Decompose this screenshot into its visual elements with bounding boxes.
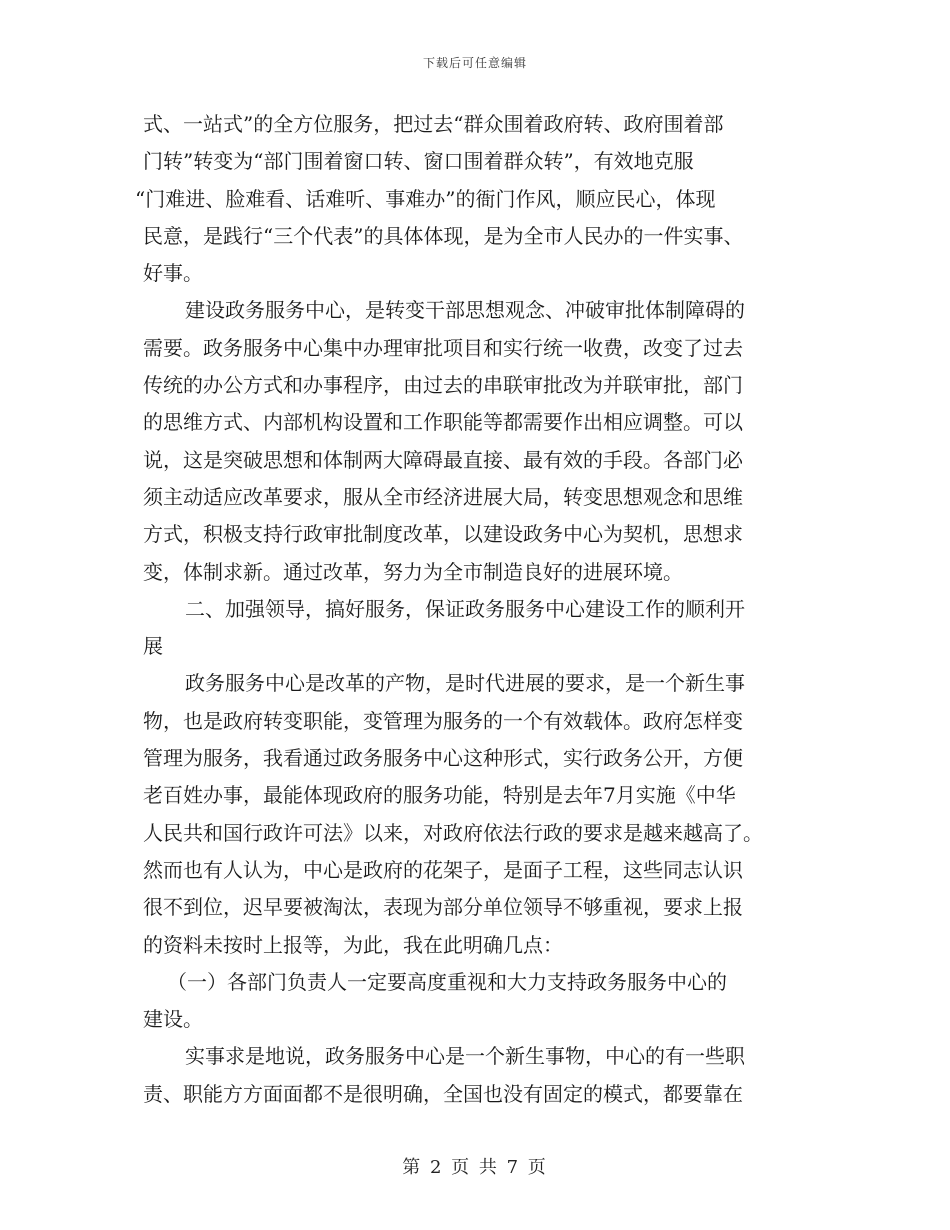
text-line: 政务服务中心是改革的产物，是时代进展的要求，是一个新生事 — [185, 671, 745, 696]
document-body — [135, 106, 801, 1113]
text-line: 的资料未按时上报等，为此，我在此明确几点： — [143, 932, 563, 957]
text-line: 方式，积极支持行政审批制度改革，以建设政务中心为契机，思想求 — [143, 522, 743, 547]
text-line: 须主动适应改革要求，服从全市经济进展大局，转变思想观念和思维 — [143, 484, 743, 509]
text-line: 民意，是践行“三个代表”的具体体现，是为全市人民办的一件实事、 — [143, 223, 744, 248]
subsection-heading: （一）各部门负责人一定要高度重视和大力支持政务服务中心的 — [167, 969, 727, 994]
subsection-heading: 建设。 — [143, 1007, 203, 1032]
text-line: 然而也有人认为，中心是政府的花架子，是面子工程，这些同志认识 — [143, 857, 743, 882]
text-line: 实事求是地说，政务服务中心是一个新生事物，中心的有一些职 — [185, 1044, 745, 1069]
text-line: 需要。政务服务中心集中办理审批项目和实行统一收费，改变了过去 — [143, 335, 743, 360]
text-line: 说，这是突破思想和体制两大障碍最直接、最有效的手段。各部门必 — [143, 447, 743, 472]
section-heading: 展 — [143, 634, 163, 659]
text-line: 传统的办公方式和办事程序，由过去的串联审批改为并联审批，部门 — [143, 373, 743, 398]
text-line: 很不到位，迟早要被淘汰，表现为部分单位领导不够重视，要求上报 — [143, 895, 743, 920]
text-line: 门转”转变为“部门围着窗口转、窗口围着群众转”，有效地克服 — [143, 149, 694, 174]
text-line: 管理为服务，我看通过政务服务中心这种形式，实行政务公开，方便 — [143, 746, 743, 771]
page-number-footer: 第 2 页 共 7 页 — [402, 1157, 548, 1178]
text-line: 建设政务服务中心，是转变干部思想观念、冲破审批体制障碍的 — [185, 298, 745, 323]
text-line: 责、职能方方面面都不是很明确，全国也没有固定的模式，都要靠在 — [143, 1081, 743, 1106]
text-line: 变，体制求新。通过改革，努力为全市制造良好的进展环境。 — [143, 559, 683, 584]
page-header: 下载后可任意编辑 — [422, 56, 527, 70]
text-line: 人民共和国行政许可法》以来，对政府依法行政的要求是越来越高了。 — [143, 820, 763, 845]
text-line: 物，也是政府转变职能，变管理为服务的一个有效载体。政府怎样变 — [143, 708, 743, 733]
text-line: 式、一站式”的全方位服务，把过去“群众围着政府转、政府围着部 — [143, 112, 724, 136]
text-line: “门难进、脸难看、话难听、事难办”的衙门作风，顺应民心，体现 — [135, 186, 716, 211]
text-line: 老百姓办事，最能体现政府的服务功能，特别是去年7月实施《中华 — [143, 783, 736, 808]
text-line: 好事。 — [143, 261, 203, 286]
text-line: 的思维方式、内部机构设置和工作职能等都需要作出相应调整。可以 — [143, 410, 743, 435]
section-heading: 二、加强领导，搞好服务，保证政务服务中心建设工作的顺利开 — [185, 596, 745, 621]
